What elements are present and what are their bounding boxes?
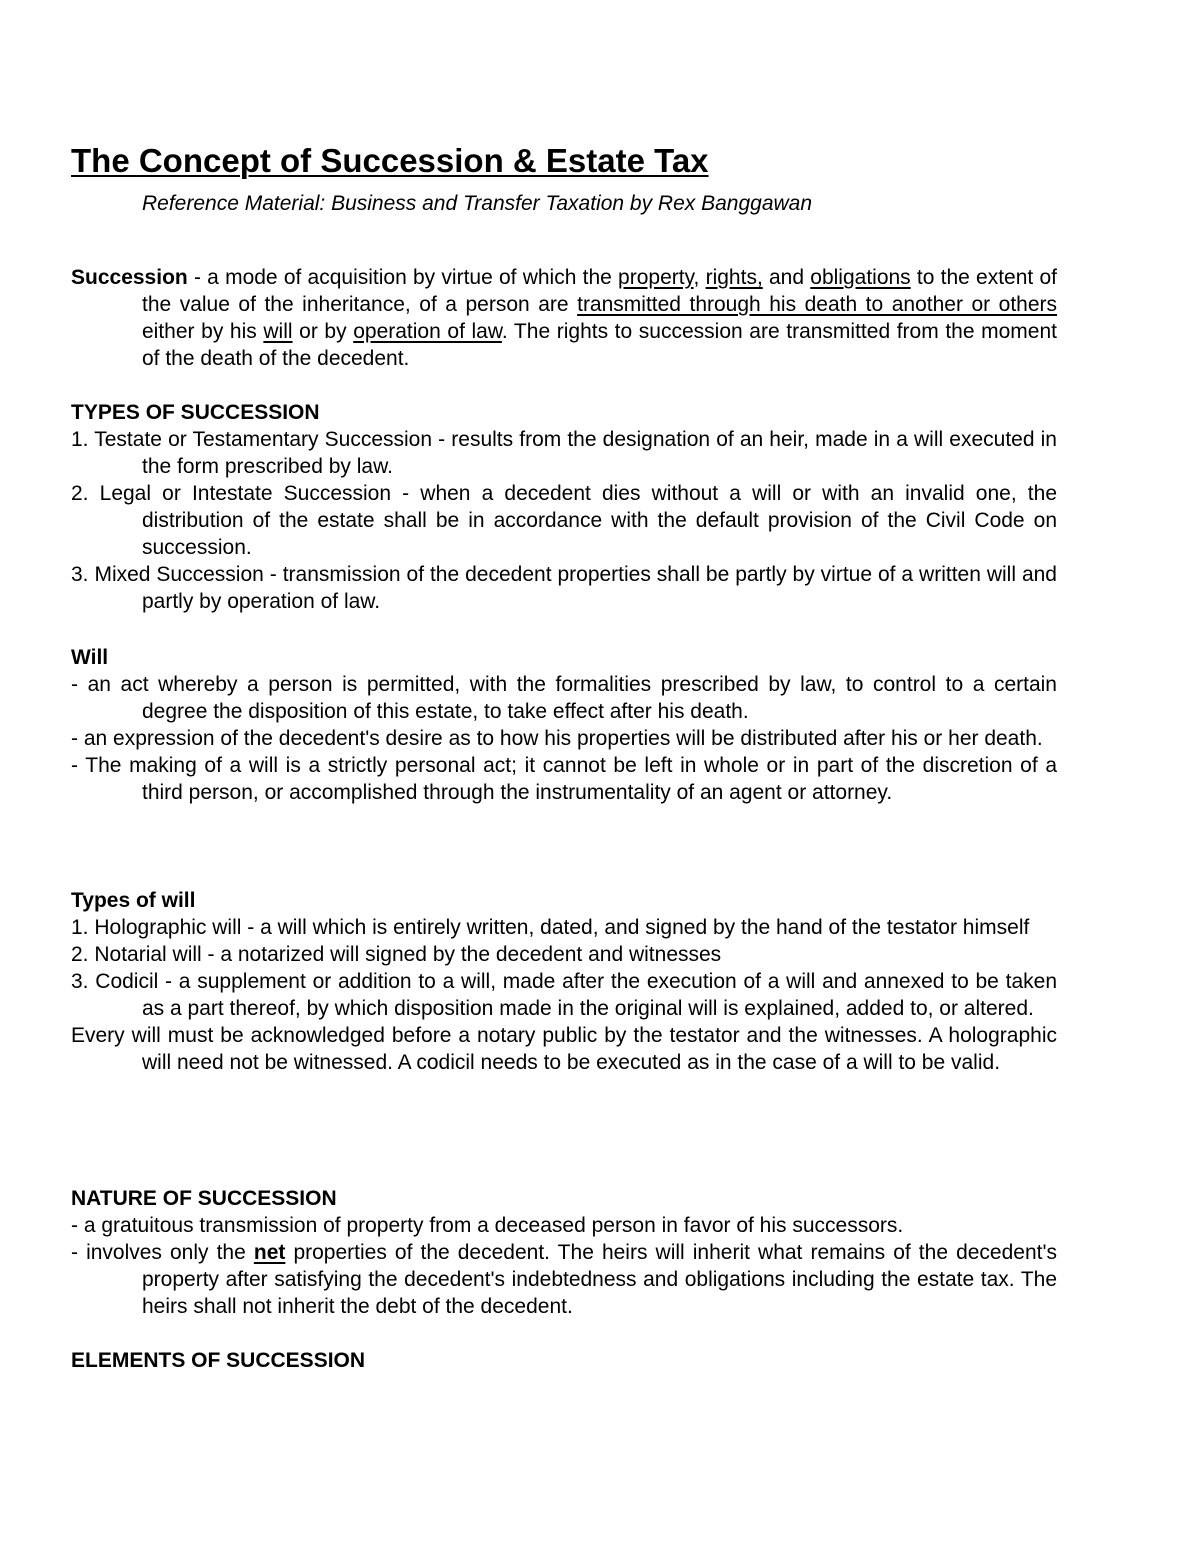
- net-emphasis: net: [253, 1241, 286, 1264]
- will-section: [71, 644, 1057, 806]
- text-run: either by his: [142, 320, 264, 343]
- types-of-will-section: [71, 887, 1057, 1076]
- list-item: Every will must be acknowledged before a notary public by the testator and the witnesses. A holographic will need not be witnessed. A codicil needs to be executed as in the case of a will to be valid.: [71, 1024, 1057, 1074]
- elements-of-succession-section: [71, 1347, 1057, 1374]
- list-item: 2. Legal or Intestate Succession - when a decedent dies without a will or with an invalid one, the distribution of the estate shall be in accordance with the default provision of the Civil Code on succession.: [71, 482, 1057, 559]
- underlined-rights: rights,: [705, 266, 763, 289]
- succession-paragraph: [71, 264, 1057, 372]
- underlined-property: property: [618, 266, 694, 289]
- list-item: - an act whereby a person is permitted, with the formalities prescribed by law, to control to a certain degree the disposition of this estate, to take effect after his death.: [71, 673, 1057, 723]
- text-run: properties of the decedent. The heirs will inherit what remains of the decedent's property after satisfying the decedent's indebtedness and obligations including the estate tax. The heirs shall not inherit the debt of the decedent.: [142, 1241, 1057, 1318]
- underlined-obligations: obligations: [810, 266, 911, 289]
- text-run: . The rights to succession are transmitted from the moment of the death of the decedent.: [142, 320, 1057, 370]
- document-title: The Concept of Succession & Estate Tax: [71, 142, 709, 179]
- underlined-will: will: [263, 320, 293, 343]
- section-heading: ELEMENTS OF SUCCESSION: [71, 1349, 366, 1372]
- list-item: 1. Holographic will - a will which is entirely written, dated, and signed by the hand of the testator himself: [71, 916, 1030, 939]
- text-run: ,: [693, 266, 706, 289]
- section-heading: TYPES OF SUCCESSION: [71, 401, 320, 424]
- text-run: or by: [292, 320, 354, 343]
- text-run: and: [762, 266, 811, 289]
- list-item: 3. Codicil - a supplement or addition to a will, made after the execution of a will and annexed to be taken as a part thereof, by which disposition made in the original will is explained, added to, or altered.: [71, 970, 1057, 1020]
- list-item: - The making of a will is a strictly personal act; it cannot be left in whole or in part of the discretion of a third person, or accomplished through the instrumentality of an agent or attorney.: [71, 754, 1057, 804]
- text-run: - involves only the: [71, 1241, 254, 1264]
- text-run: to the extent of the value of the inheritance, of a person are: [142, 266, 1057, 316]
- succession-term: Succession: [71, 266, 188, 289]
- text-run: - a mode of acquisition by virtue of which the: [187, 266, 619, 289]
- list-item: 2. Notarial will - a notarized will signed by the decedent and witnesses: [71, 943, 722, 966]
- types-of-succession-section: [71, 399, 1057, 615]
- list-item: 1. Testate or Testamentary Succession - results from the designation of an heir, made in a will executed in the form prescribed by law.: [71, 428, 1057, 478]
- succession-definition: [71, 264, 1057, 372]
- underlined-transmitted: transmitted through his death to another or others: [577, 293, 1058, 316]
- section-heading: Will: [71, 646, 109, 669]
- list-item: - a gratuitous transmission of property from a deceased person in favor of his successors.: [71, 1214, 904, 1237]
- section-heading: Types of will: [71, 889, 196, 912]
- list-item: [71, 1239, 1057, 1320]
- section-heading: NATURE OF SUCCESSION: [71, 1187, 337, 1210]
- list-item: 3. Mixed Succession - transmission of the decedent properties shall be partly by virtue of a written will and partly by operation of law.: [71, 563, 1057, 613]
- reference-material: Reference Material: Business and Transfer Taxation by Rex Banggawan: [142, 192, 813, 215]
- nature-of-succession-section: [71, 1185, 1057, 1320]
- underlined-operation-of-law: operation of law: [353, 320, 502, 343]
- list-item: - an expression of the decedent's desire as to how his properties will be distributed after his or her death.: [71, 727, 1043, 750]
